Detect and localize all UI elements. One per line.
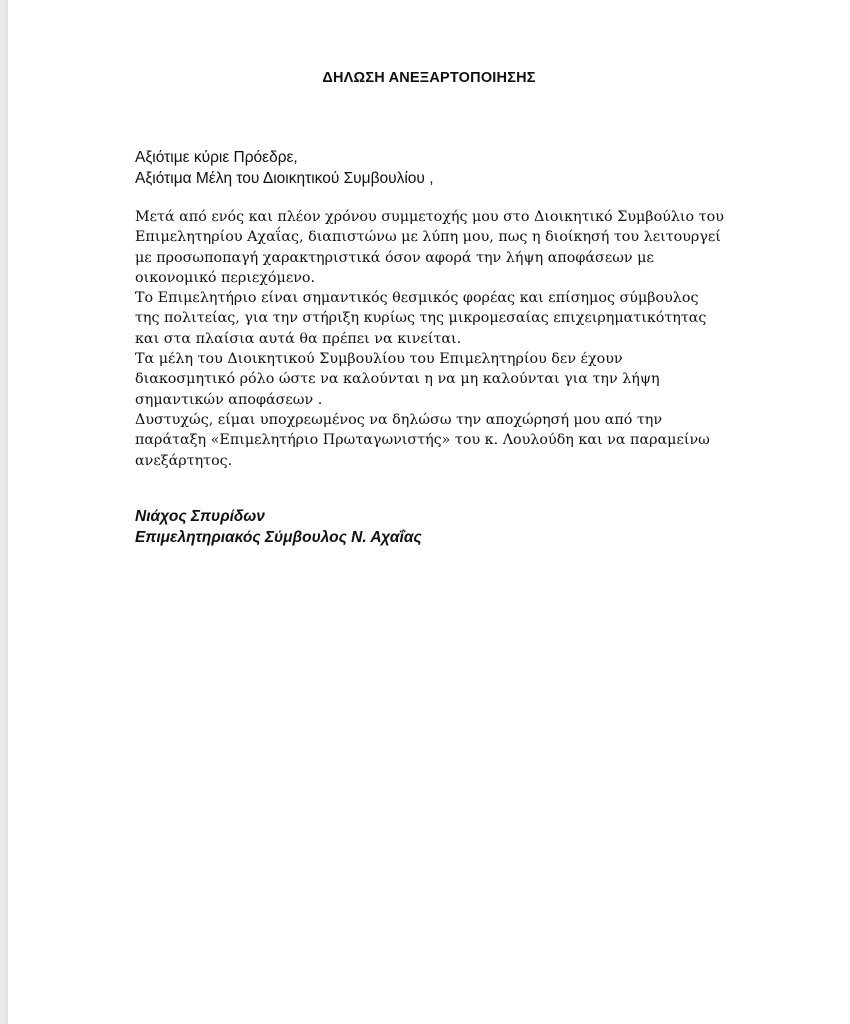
body-line: παράταξη «Επιμελητήριο Πρωταγωνιστής» του κ. Λουλούδη και να παραμείνω xyxy=(135,432,710,449)
body-line: διακοσμητικό ρόλο ώστε να καλούνται η να μη καλούνται για την λήψη xyxy=(135,371,660,388)
letter-body xyxy=(135,207,745,471)
signature-block xyxy=(135,506,422,548)
salutation-line: Αξιότιμα Μέλη του Διοικητικού Συμβουλίου , xyxy=(135,170,434,187)
body-line: Επιμελητηρίου Αχαΐας, διαπιστώνω με λύπη μου, πως η διοίκησή του λειτουργεί xyxy=(135,229,721,246)
body-line: της πολιτείας, για την στήριξη κυρίως της μικρομεσαίας επιχειρηματικότητας xyxy=(135,310,707,327)
signature-name: Νιάχος Σπυρίδων xyxy=(135,508,265,525)
document-page xyxy=(8,0,850,1024)
salutation-line: Αξιότιμε κύριε Πρόεδρε, xyxy=(135,149,298,166)
body-line: σημαντικών αποφάσεων . xyxy=(135,391,323,408)
body-line: Δυστυχώς, είμαι υποχρεωμένος να δηλώσω την αποχώρησή μου από την xyxy=(135,411,663,428)
body-line: και στα πλαίσια αυτά θα πρέπει να κινείται. xyxy=(135,330,462,347)
body-line: Το Επιμελητήριο είναι σημαντικός θεσμικός φορέας και επίσημος σύμβουλος xyxy=(135,290,699,307)
body-line: με προσωποπαγή χαρακτηριστικά όσον αφορά την λήψη αποφάσεων με xyxy=(135,249,654,266)
body-line: οικονομικό περιεχόμενο. xyxy=(135,269,316,286)
body-line: Τα μέλη του Διοικητικού Συμβουλίου του Επιμελητηρίου δεν έχουν xyxy=(135,351,623,368)
salutation xyxy=(135,147,434,189)
document-title: ΔΗΛΩΣΗ ΑΝΕΞΑΡΤΟΠΟΙΗΣΗΣ xyxy=(322,70,536,86)
body-line: ανεξάρτητος. xyxy=(135,452,233,469)
signature-role: Επιμελητηριακός Σύμβουλος Ν. Αχαΐας xyxy=(135,529,422,546)
body-line: Μετά από ενός και πλέον χρόνου συμμετοχής μου στο Διοικητικό Συμβούλιο του xyxy=(135,209,724,225)
